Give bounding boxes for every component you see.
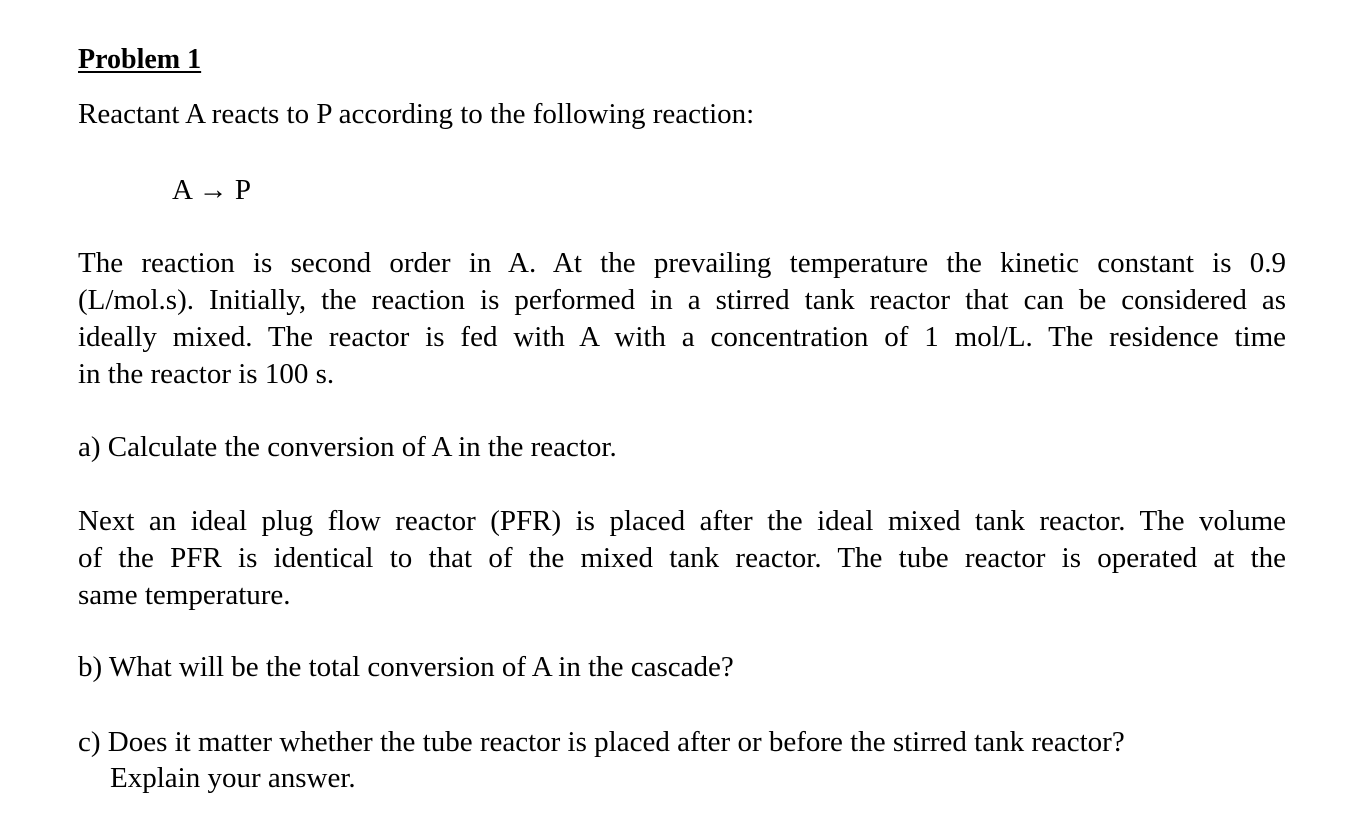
intro-text: Reactant A reacts to P according to the following reaction: (78, 98, 755, 130)
paragraph-reaction-conditions (78, 245, 1286, 393)
paragraph-line: The reaction is second order in A. At the prevailing temperature the kinetic constant is 0.9 (78, 247, 1286, 279)
question-a: a) Calculate the conversion of A in the reactor. (78, 431, 617, 463)
paragraph-line: ideally mixed. The reactor is fed with A with a concentration of 1 mol/L. The residence time (78, 321, 1286, 353)
paragraph-line: same temperature. (78, 579, 291, 611)
reaction-equation: A → P (172, 174, 251, 206)
paragraph-pfr-setup (78, 503, 1286, 614)
question-c-continuation: Explain your answer. (110, 762, 356, 794)
paragraph-line: in the reactor is 100 s. (78, 358, 335, 390)
question-c: c) Does it matter whether the tube reactor is placed after or before the stirred tank reactor? (78, 726, 1125, 758)
paragraph-line: (L/mol.s). Initially, the reaction is performed in a stirred tank reactor that can be considered as (78, 284, 1286, 316)
paragraph-line: of the PFR is identical to that of the mixed tank reactor. The tube reactor is operated at the (78, 542, 1286, 574)
problem-title: Problem 1 (78, 44, 202, 75)
question-b: b) What will be the total conversion of A in the cascade? (78, 651, 734, 683)
paragraph-line: Next an ideal plug flow reactor (PFR) is placed after the ideal mixed tank reactor. The volume (78, 505, 1286, 537)
